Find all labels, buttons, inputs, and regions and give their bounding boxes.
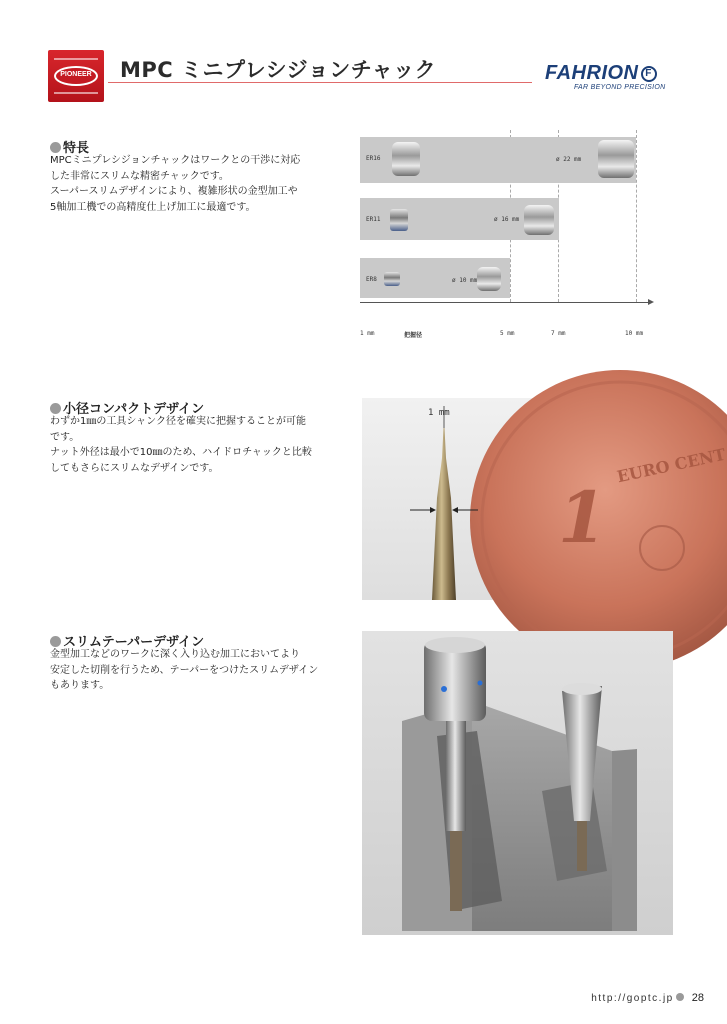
axis-tick-label: 7 mm — [551, 330, 566, 337]
body-line: 5軸加工機での高精度仕上げ加工に最適です。 — [50, 201, 256, 213]
section-heading-compact: 小径コンパクトデザイン — [50, 398, 204, 417]
bar-label-std: ER16 — [366, 155, 381, 162]
mpc22-chuck-image — [598, 140, 634, 178]
size-comparison-chart — [360, 130, 660, 345]
page-footer — [591, 992, 704, 1004]
axis-tick-label: 10 mm — [625, 330, 644, 337]
pioneer-logo — [48, 50, 104, 102]
section-body-taper — [50, 647, 319, 694]
brand-mark-icon: F — [641, 66, 657, 82]
body-line: です。 — [50, 431, 80, 443]
bullet-icon — [50, 636, 61, 647]
mpc10-chuck-image — [477, 267, 501, 291]
machining-illustration — [362, 631, 673, 935]
footer-bullet-icon — [676, 993, 684, 1001]
coin-photo-illustration — [362, 398, 673, 600]
er16-nut-image — [392, 142, 420, 176]
logo-text: PIONEER — [60, 71, 92, 78]
bar-label-std: ER8 — [366, 276, 377, 283]
er11-nut-image — [390, 209, 408, 231]
body-line: もあります。 — [50, 680, 110, 691]
body-line: 金型加工などのワークに深く入り込む加工においてより — [50, 649, 300, 660]
body-line: スーパースリムデザインにより、複雑形状の金型加工や — [50, 186, 298, 197]
logo-emblem — [54, 66, 98, 86]
coin-comparison-photo — [362, 398, 727, 600]
body-line: 安定した切削を行うため、テーパーをつけたスリムデザイン — [50, 664, 319, 676]
tool-diameter-label: 1 mm — [428, 408, 450, 418]
section-heading-taper: スリムテーパーデザイン — [50, 631, 204, 650]
axis-tick-label: 5 mm — [500, 330, 515, 337]
bar-label-mpc: ø 22 mm — [556, 156, 582, 163]
fahrion-logo — [545, 62, 657, 85]
axis-title: 把握径 — [404, 332, 423, 339]
bullet-icon — [50, 142, 61, 153]
page-number: 28 — [691, 992, 704, 1004]
body-line: MPCミニプレシジョンチャックはワークとの干渉に対応 — [50, 155, 301, 166]
axis-start-label: 1 mm — [360, 330, 375, 337]
axis-arrow-icon — [648, 299, 654, 305]
title-underline — [108, 82, 532, 83]
footer-url: http://goptc.jp — [591, 993, 674, 1004]
er8-nut-image — [384, 272, 400, 286]
coin-text: EURO CENT — [615, 444, 727, 487]
body-line: わずか1㎜の工具シャンク径を確実に把握することが可能 — [50, 416, 306, 427]
body-line: ナット外径は最小で10㎜のため、ハイドロチャックと比較 — [50, 447, 312, 458]
bullet-icon — [50, 403, 61, 414]
chart-axis — [360, 302, 650, 303]
coin-value: 1 — [558, 476, 607, 559]
page-title: MPC ミニプレシジョンチャック — [120, 58, 437, 82]
body-line: してもさらにスリムなデザインです。 — [50, 462, 219, 474]
section-body-compact — [50, 414, 312, 476]
machining-render-photo — [362, 631, 673, 935]
guide-line — [636, 130, 637, 302]
brand-name: FAHRION — [545, 62, 639, 84]
mpc16-chuck-image — [524, 205, 554, 235]
section-heading-features: 特長 — [50, 137, 89, 156]
end-mill-tool — [432, 418, 456, 600]
brand-tagline: FAR BEYOND PRECISION — [574, 84, 666, 91]
body-line: した非常にスリムな精密チャックです。 — [50, 170, 229, 182]
bar-label-mpc: ø 10 mm — [452, 277, 478, 284]
bar-label-std: ER11 — [366, 216, 381, 223]
bar-label-mpc: ø 16 mm — [494, 216, 520, 223]
section-body-features — [50, 153, 305, 215]
